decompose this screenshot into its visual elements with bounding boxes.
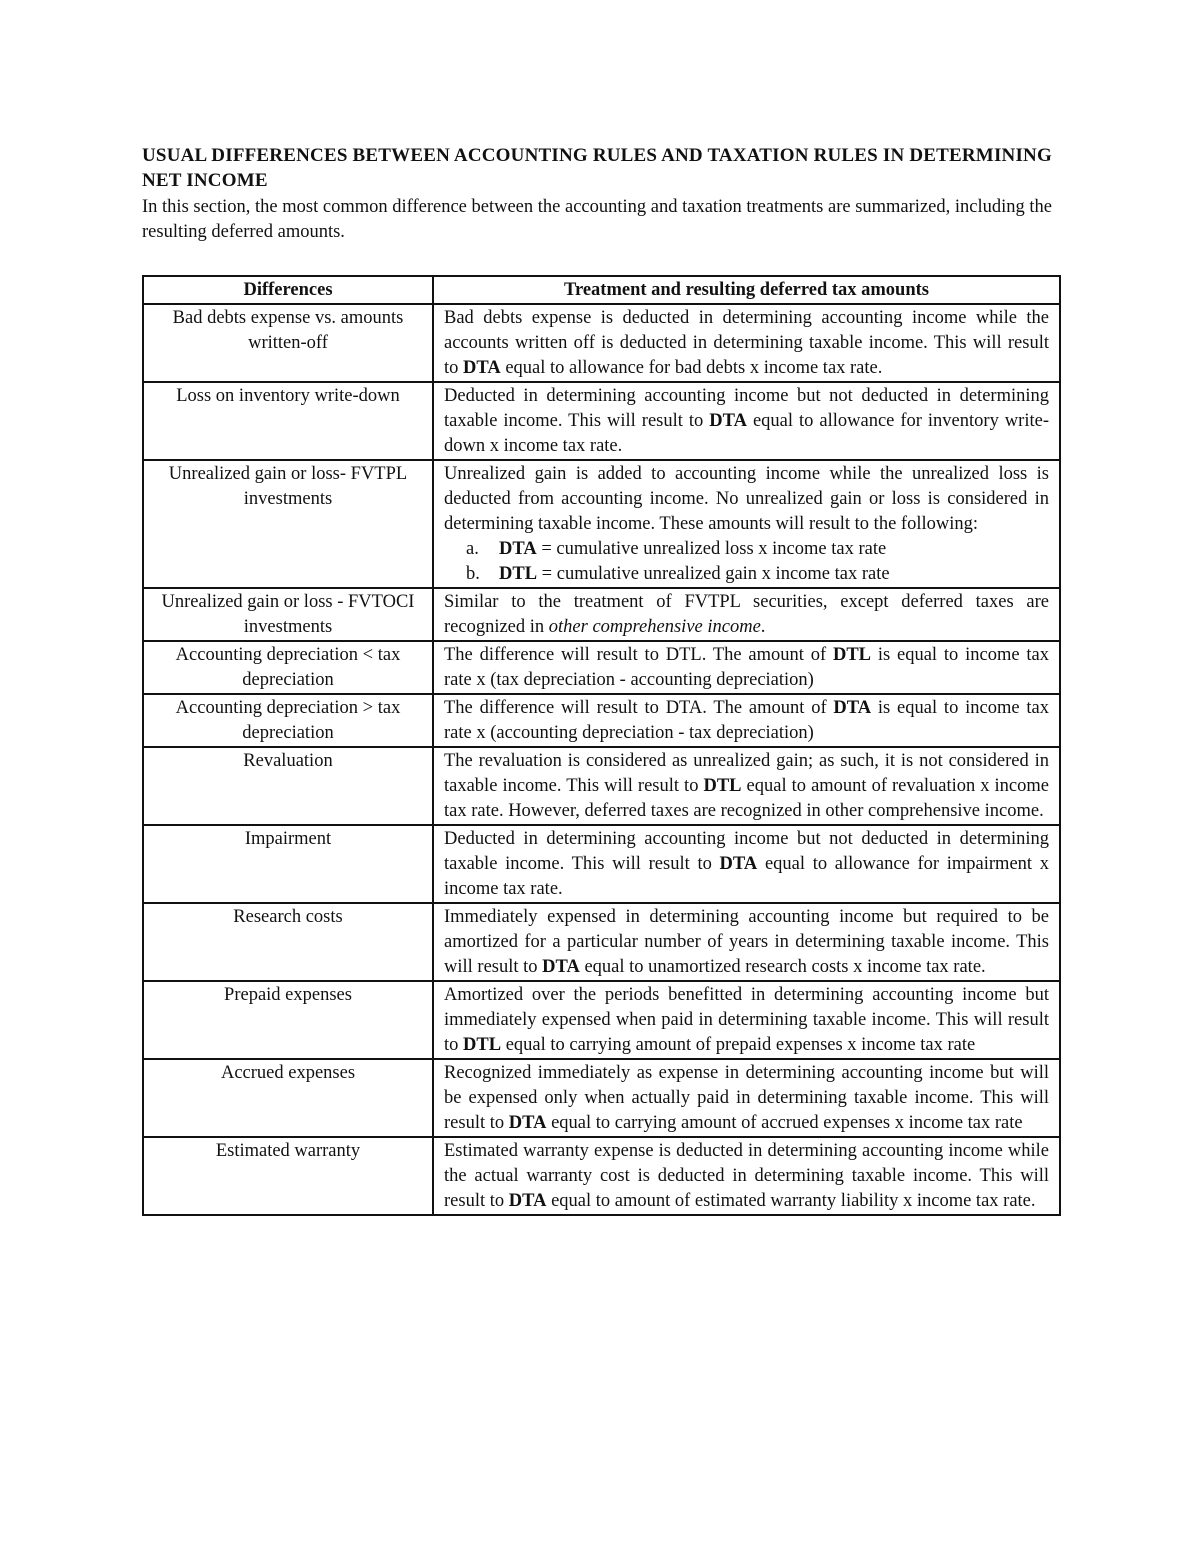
treatment-text: equal to carrying amount of accrued expenses x income tax rate	[546, 1113, 1023, 1133]
table-row	[143, 304, 1060, 382]
difference-cell: Bad debts expense vs. amounts written-off	[143, 304, 433, 382]
difference-cell: Research costs	[143, 903, 433, 981]
differences-table	[142, 275, 1061, 1216]
difference-cell: Accounting depreciation > tax depreciation	[143, 694, 433, 747]
table-header-row	[143, 276, 1060, 304]
table-row	[143, 694, 1060, 747]
treatment-text: equal to amount of revaluation x income tax rate. However, deferred taxes are recognized in other comprehensive income.	[444, 776, 1049, 821]
table-row	[143, 1137, 1060, 1215]
header-differences: Differences	[143, 276, 433, 304]
treatment-text: equal to allowance for inventory write-down x income tax rate.	[444, 411, 1049, 456]
treatment-text: Deducted in determining accounting income but not deducted in determining taxable income. This will result to	[444, 386, 1049, 431]
difference-cell: Unrealized gain or loss- FVTPL investments	[143, 460, 433, 588]
treatment-cell	[433, 903, 1060, 981]
table-row	[143, 1059, 1060, 1137]
treatment-text: equal to unamortized research costs x income tax rate.	[579, 957, 986, 977]
deferred-tax-term: DTL	[499, 564, 538, 584]
difference-cell: Estimated warranty	[143, 1137, 433, 1215]
table-row	[143, 641, 1060, 694]
difference-cell: Impairment	[143, 825, 433, 903]
deferred-tax-term: DTA	[508, 1191, 547, 1211]
document-title: USUAL DIFFERENCES BETWEEN ACCOUNTING RULES AND TAXATION RULES IN DETERMINING NET INCOME	[142, 145, 1052, 191]
deferred-tax-term: DTA	[719, 854, 758, 874]
italic-term: other comprehensive income	[548, 617, 761, 637]
list-item	[466, 562, 1049, 587]
treatment-cell	[433, 981, 1060, 1059]
table-row	[143, 588, 1060, 641]
treatment-text: is equal to income tax rate x (accounting depreciation - tax depreciation)	[444, 698, 1049, 743]
treatment-text: Deducted in determining accounting income but not deducted in determining taxable income. This will result to	[444, 829, 1049, 874]
treatment-text: Unrealized gain is added to accounting income while the unrealized loss is deducted from accounting income. No unrealized gain or loss is considered in determining taxable income. These amounts will result to the following:	[444, 464, 1049, 534]
difference-cell: Prepaid expenses	[143, 981, 433, 1059]
table-row	[143, 382, 1060, 460]
treatment-cell	[433, 382, 1060, 460]
table-row	[143, 460, 1060, 588]
treatment-text: is equal to income tax rate x (tax depreciation - accounting depreciation)	[444, 645, 1049, 690]
deferred-tax-term: DTA	[833, 698, 872, 718]
list-item-text: = cumulative unrealized gain x income tax rate	[537, 564, 890, 584]
treatment-text: Estimated warranty expense is deducted in determining accounting income while the actual warranty cost is deducted in determining taxable income. This will result to	[444, 1141, 1049, 1211]
difference-cell: Unrealized gain or loss - FVTOCI investments	[143, 588, 433, 641]
list-item	[466, 537, 1049, 562]
table-body	[143, 304, 1060, 1215]
list-item-text: = cumulative unrealized loss x income tax rate	[536, 539, 887, 559]
treatment-text: Similar to the treatment of FVTPL securities, except deferred taxes are recognized in	[444, 592, 1049, 637]
deferred-tax-term: DTL	[463, 1035, 502, 1055]
header-treatment: Treatment and resulting deferred tax amounts	[433, 276, 1060, 304]
table-row	[143, 903, 1060, 981]
treatment-text: Recognized immediately as expense in determining accounting income but will be expensed only when actually paid in determining taxable income. This will result to	[444, 1063, 1049, 1133]
difference-cell: Revaluation	[143, 747, 433, 825]
difference-cell: Loss on inventory write-down	[143, 382, 433, 460]
document-page	[142, 143, 1059, 1211]
treatment-cell	[433, 1059, 1060, 1137]
treatment-cell	[433, 747, 1060, 825]
deferred-tax-term: DTA	[508, 1113, 547, 1133]
treatment-text: The revaluation is considered as unrealized gain; as such, it is not considered in taxable income. This will result to	[444, 751, 1049, 796]
deferred-tax-term: DTA	[709, 411, 747, 431]
difference-cell: Accrued expenses	[143, 1059, 433, 1137]
list-marker: b.	[466, 564, 480, 584]
table-row	[143, 825, 1060, 903]
treatment-text: Immediately expensed in determining accounting income but required to be amortized for a particular number of years in determining taxable income. This will result to	[444, 907, 1049, 977]
treatment-text: .	[760, 617, 766, 637]
sub-list	[444, 537, 1049, 587]
deferred-tax-term: DTA	[542, 957, 580, 977]
treatment-text: The difference will result to DTA. The amount of	[444, 698, 834, 718]
treatment-cell	[433, 1137, 1060, 1215]
deferred-tax-term: DTA	[499, 539, 537, 559]
deferred-tax-term: DTL	[703, 776, 742, 796]
list-marker: a.	[466, 539, 479, 559]
treatment-cell	[433, 304, 1060, 382]
deferred-tax-term: DTL	[832, 645, 872, 665]
treatment-text: equal to amount of estimated warranty liability x income tax rate.	[546, 1191, 1036, 1211]
treatment-cell	[433, 641, 1060, 694]
treatment-text: Amortized over the periods benefitted in determining accounting income but immediately expensed when paid in determining taxable income. This will result to	[444, 985, 1049, 1055]
treatment-text: equal to allowance for bad debts x income tax rate.	[500, 358, 883, 378]
treatment-text: The difference will result to DTL. The amount of	[444, 645, 833, 665]
difference-cell: Accounting depreciation < tax depreciation	[143, 641, 433, 694]
table-row	[143, 981, 1060, 1059]
table-row	[143, 747, 1060, 825]
treatment-cell	[433, 460, 1060, 588]
deferred-tax-term: DTA	[463, 358, 501, 378]
intro-paragraph: In this section, the most common difference between the accounting and taxation treatments are summarized, including the resulting deferred amounts.	[142, 197, 1052, 242]
treatment-text: Bad debts expense is deducted in determining accounting income while the accounts written off is deducted in determining taxable income. This will result to	[444, 308, 1049, 378]
treatment-cell	[433, 825, 1060, 903]
treatment-text: equal to carrying amount of prepaid expenses x income tax rate	[501, 1035, 976, 1055]
treatment-text: equal to allowance for impairment x income tax rate.	[444, 854, 1049, 899]
treatment-cell	[433, 694, 1060, 747]
treatment-cell	[433, 588, 1060, 641]
